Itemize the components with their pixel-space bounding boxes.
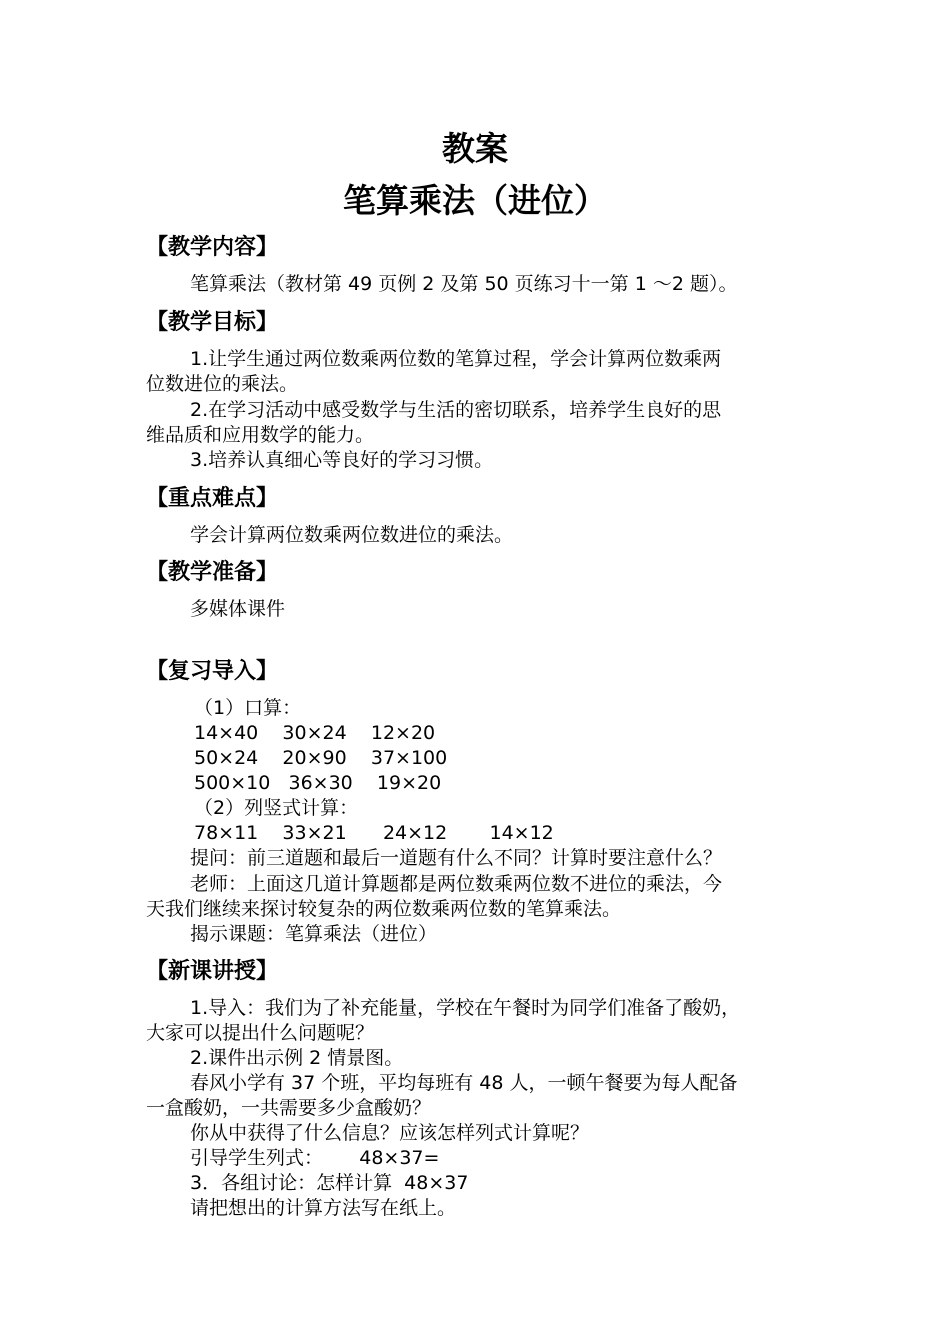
goal-1-line-1: 1.让学生通过两位数乘两位数的笔算过程，学会计算两位数乘两 (190, 348, 722, 370)
question-text: 提问：前三道题和最后一道题有什么不同？计算时要注意什么？ (190, 847, 723, 869)
goal-2-line-1: 2.在学习活动中感受数学与生活的密切联系，培养学生良好的思 (190, 399, 722, 421)
section-heading-key: 【重点难点】 (146, 486, 279, 511)
new-1-line-1: 1.导入：我们为了补充能量，学校在午餐时为同学们准备了酸奶， (190, 997, 741, 1019)
reveal-topic: 揭示课题：笔算乘法（进位） (190, 923, 438, 945)
new-2: 2.课件出示例 2 情景图。 (190, 1047, 404, 1069)
oral-row-2: 50×24 20×90 37×100 (194, 747, 448, 769)
prep-text: 多媒体课件 (190, 598, 286, 620)
teacher-line-2: 天我们继续来探讨较复杂的两位数乘两位数的笔算乘法。 (146, 898, 622, 920)
section-heading-prep: 【教学准备】 (146, 560, 279, 585)
new-6: 3．各组讨论：怎样计算 48×37 (190, 1172, 469, 1194)
content-text: 笔算乘法（教材第 49 页例 2 及第 50 页练习十一第 1 ～2 题）。 (190, 273, 738, 295)
new-3-line-1: 春风小学有 37 个班，平均每班有 48 人，一顿午餐要为每人配备 (190, 1072, 738, 1094)
vertical-label: （2）列竖式计算： (194, 797, 359, 819)
new-5: 引导学生列式： 48×37= (190, 1147, 440, 1169)
page-title: 教案 (442, 129, 508, 168)
section-heading-goals: 【教学目标】 (146, 310, 279, 335)
new-3-line-2: 一盒酸奶，一共需要多少盒酸奶？ (146, 1097, 432, 1119)
goal-3: 3.培养认真细心等良好的学习习惯。 (190, 449, 494, 471)
new-1-line-2: 大家可以提出什么问题呢？ (146, 1022, 375, 1044)
oral-label: （1）口算： (194, 697, 302, 719)
section-heading-review: 【复习导入】 (146, 659, 279, 684)
section-heading-new: 【新课讲授】 (146, 959, 279, 984)
goal-2-line-2: 维品质和应用数学的能力。 (146, 424, 375, 446)
vertical-row: 78×11 33×21 24×12 14×12 (194, 822, 554, 844)
new-4: 你从中获得了什么信息？应该怎样列式计算呢？ (190, 1122, 590, 1144)
page-subtitle: 笔算乘法（进位） (343, 181, 607, 220)
oral-row-3: 500×10 36×30 19×20 (194, 772, 442, 794)
goal-1-line-2: 位数进位的乘法。 (146, 373, 299, 395)
section-heading-content: 【教学内容】 (146, 235, 279, 260)
oral-row-1: 14×40 30×24 12×20 (194, 722, 436, 744)
new-7: 请把想出的计算方法写在纸上。 (190, 1197, 457, 1219)
teacher-line-1: 老师：上面这几道计算题都是两位数乘两位数不进位的乘法，今 (190, 873, 723, 895)
key-text: 学会计算两位数乘两位数进位的乘法。 (190, 524, 514, 546)
